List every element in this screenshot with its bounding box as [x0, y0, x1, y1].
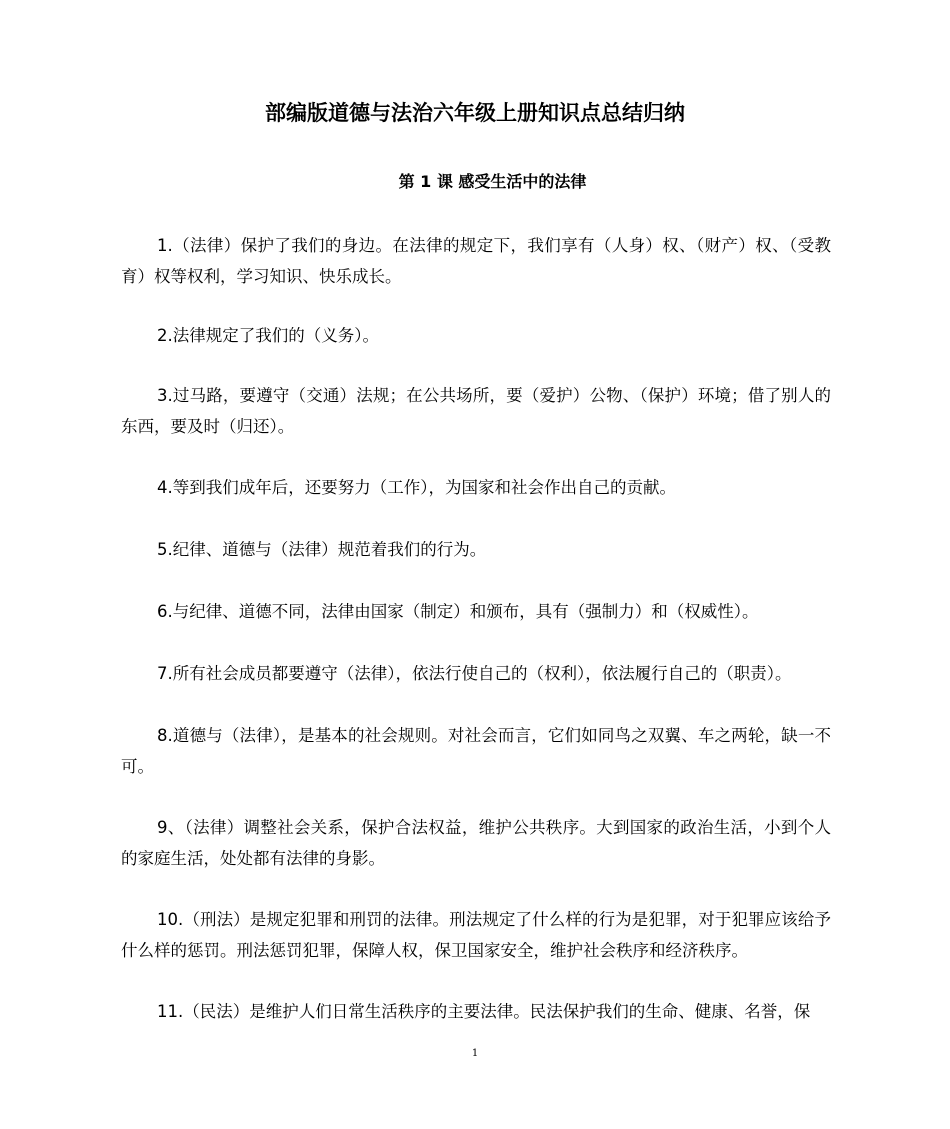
paragraph-6: 6.与纪律、道德不同，法律由国家（制定）和颁布，具有（强制力）和（权威性）。 — [157, 602, 759, 621]
lesson-title: 第 1 课 感受生活中的法律 — [398, 172, 587, 191]
paragraph-1: 1.（法律）保护了我们的身边。在法律的规定下，我们享有（人身）权、（财产）权、（受教育）权等权利，学习知识、快乐成长。 — [121, 236, 831, 286]
paragraph-11: 11.（民法）是维护人们日常生活秩序的主要法律。民法保护我们的生命、健康、名誉，保 — [157, 1002, 811, 1021]
paragraph-7: 7.所有社会成员都要遵守（法律），依法行使自己的（权利），依法履行自己的（职责）。 — [157, 664, 792, 683]
paragraph-5: 5.纪律、道德与（法律）规范着我们的行为。 — [157, 540, 487, 559]
paragraph-4: 4.等到我们成年后，还要努力（工作），为国家和社会作出自己的贡献。 — [157, 478, 676, 497]
paragraph-10: 10.（刑法）是规定犯罪和刑罚的法律。刑法规定了什么样的行为是犯罪，对于犯罪应该给予什么样的惩罚。刑法惩罚犯罪，保障人权，保卫国家安全，维护社会秩序和经济秩序。 — [121, 910, 831, 960]
document-title: 部编版道德与法治六年级上册知识点总结归纳 — [265, 101, 685, 125]
page-number: 1 — [471, 1048, 479, 1059]
paragraph-3: 3.过马路，要遵守（交通）法规；在公共场所，要（爱护）公物、（保护）环境；借了别人的东西，要及时（归还）。 — [121, 386, 831, 436]
paragraph-8: 8.道德与（法律），是基本的社会规则。对社会而言，它们如同鸟之双翼、车之两轮，缺一不可。 — [121, 726, 831, 776]
paragraph-9: 9、（法律）调整社会关系，保护合法权益，维护公共秩序。大到国家的政治生活，小到个人的家庭生活，处处都有法律的身影。 — [121, 818, 831, 868]
paragraph-2: 2.法律规定了我们的（义务）。 — [157, 326, 379, 345]
